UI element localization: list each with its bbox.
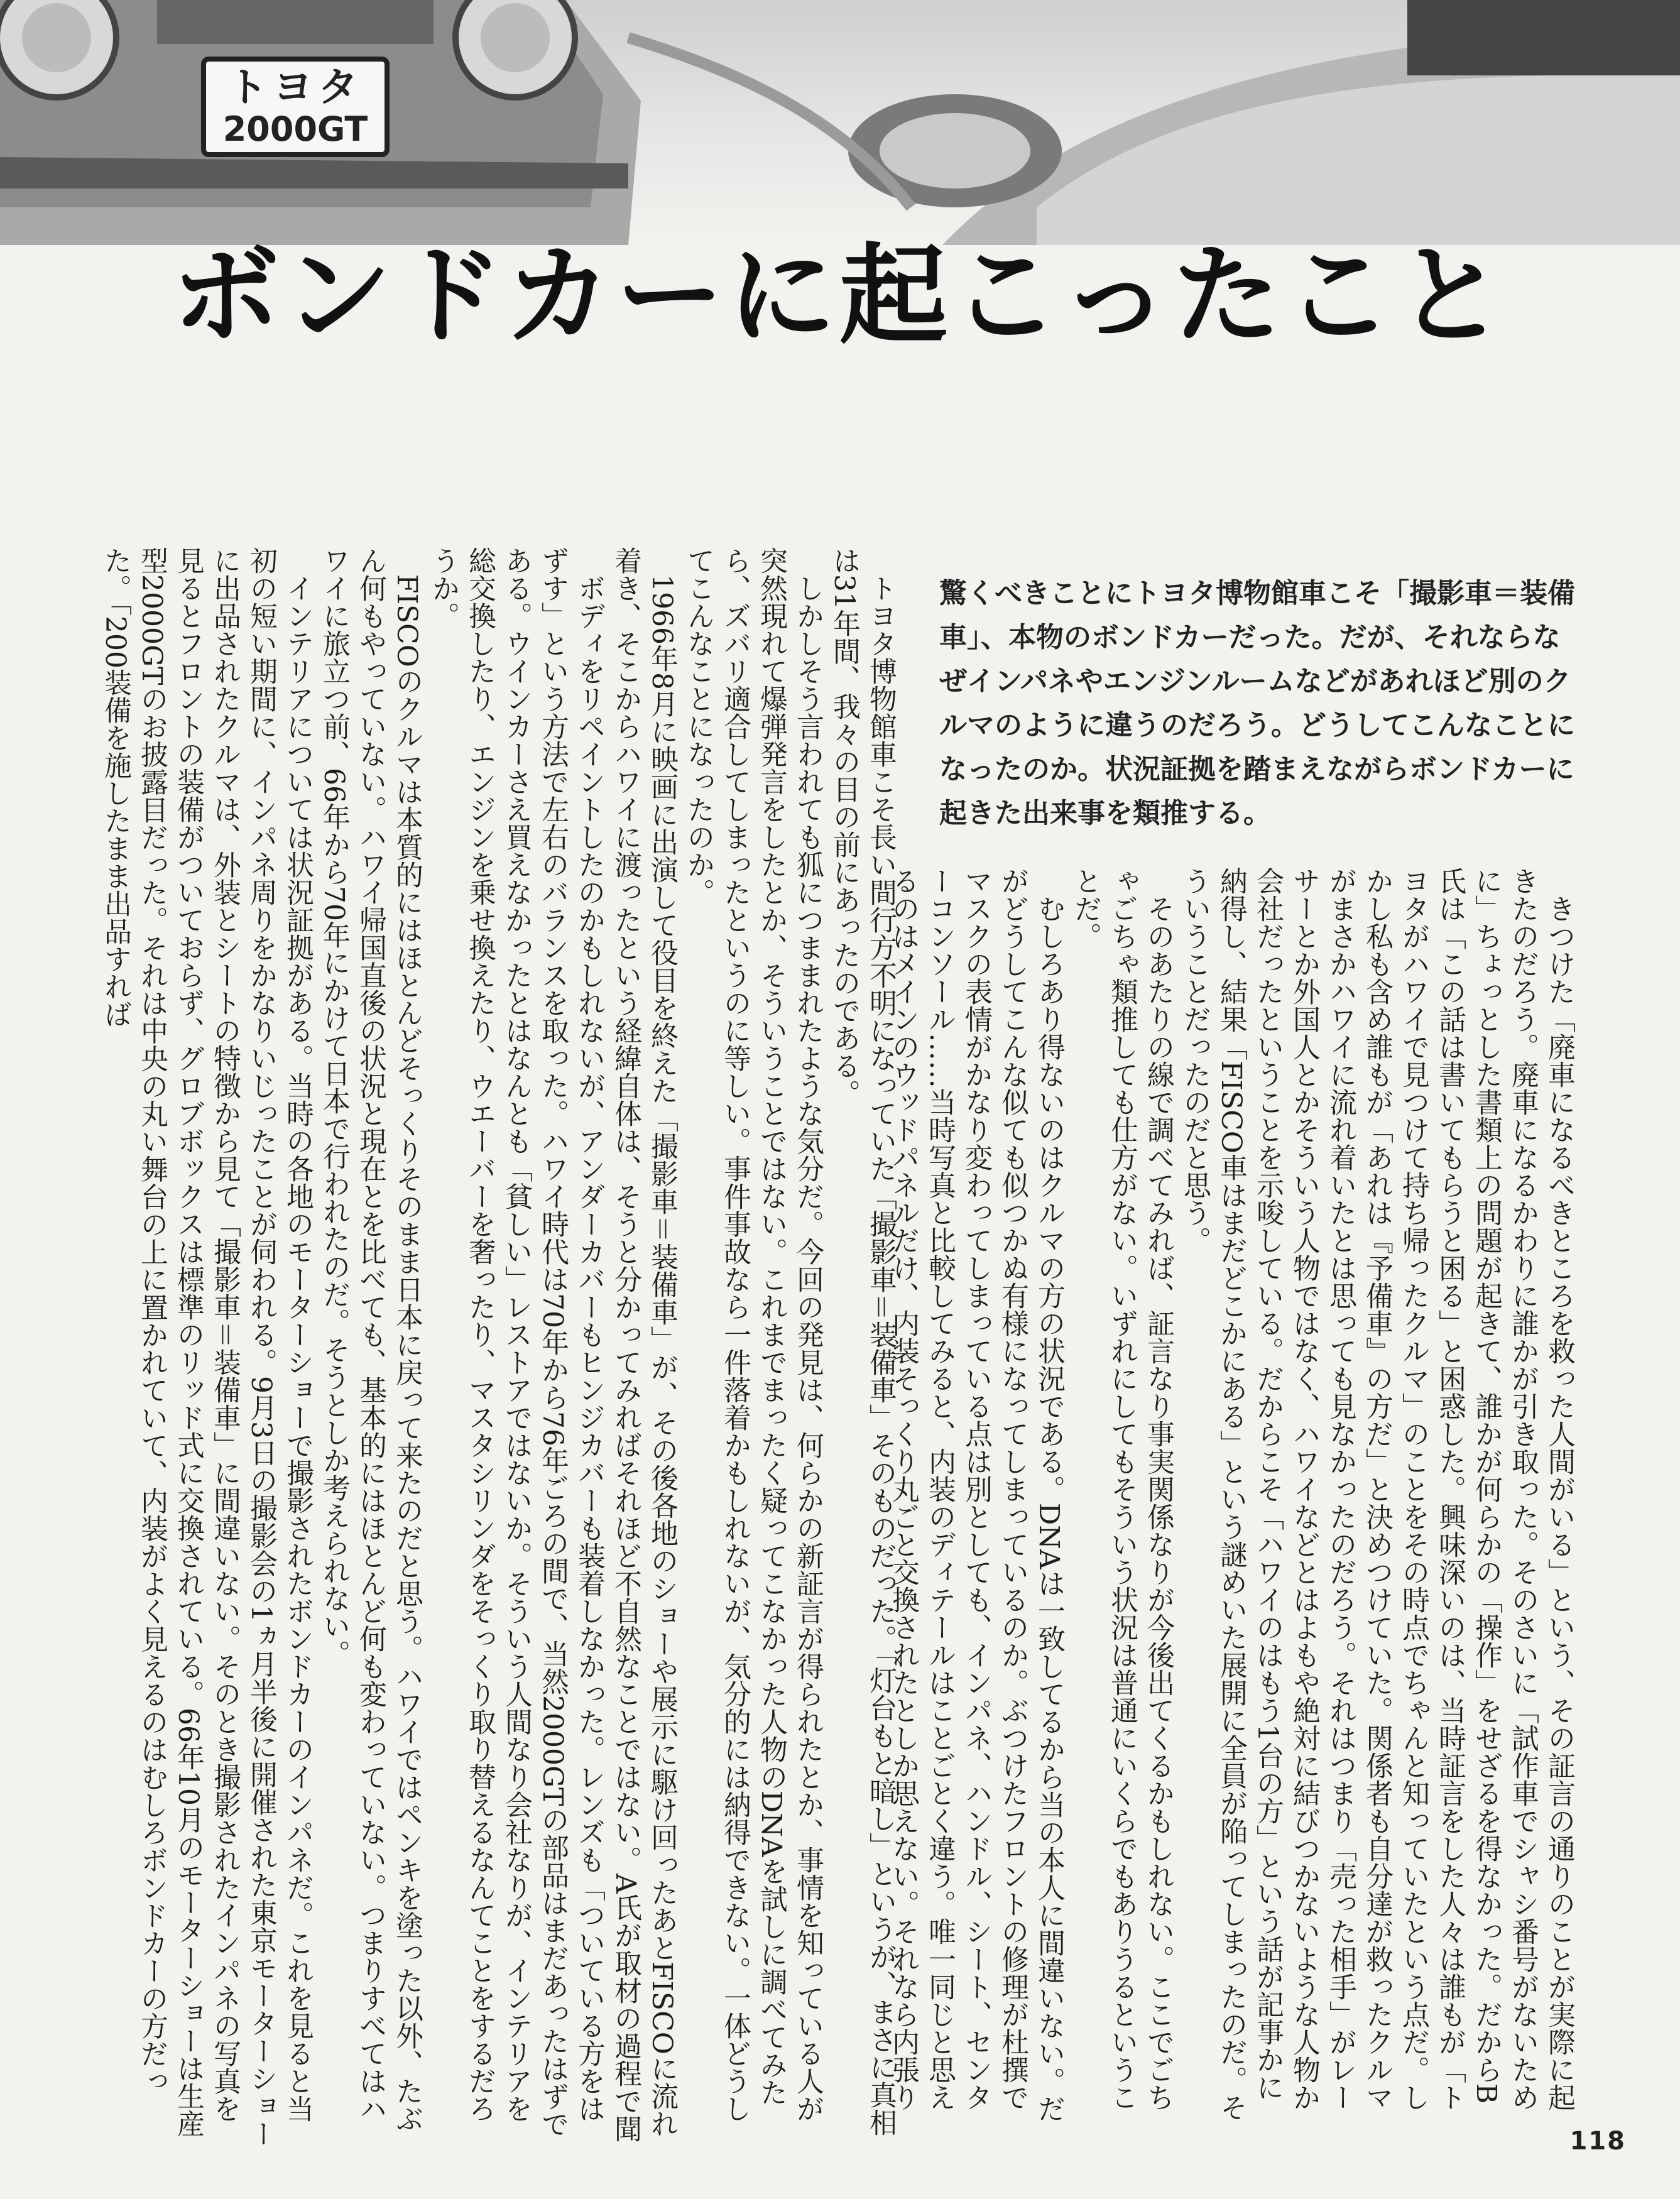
plate-model: 2000GT xyxy=(222,109,368,149)
body-paragraph: しかしそう言われても狐につままれたような気分だ。今回の発見は、何らかの新証言が得られたとか、事情を知っている人が突然現れて爆弾発言をしたとか、そういうことではない。これまでまったく疑ってこなかった人物のDNAを試しに調べてみたら、ズバリ適合してしまったというのに等しい。事件事故なら一件落着かもしれないが、気分的には納得できない。一体どうしてこんなことになったのか。 xyxy=(682,547,824,2122)
license-plate xyxy=(201,57,390,157)
body-paragraph: きつけた「廃車になるべきところを救った人間がいる」という、その証言の通りのことが実際に起きたのだろう。廃車になるかわりに誰かが引き取った。そのさいに「試作車でシャシ番号がないために」ちょっとした書類上の問題が起きて、誰かが何らかの「操作」をせざるを得なかった。だからB氏は「この話は書いてもらうと困る」と困惑した。興味深いのは、当時証言をした人々は誰もが「トヨタがハワイで見つけて持ち帰ったクルマ」のことをその時点でちゃんと知っていたという点だ。しかし私も含め誰もが「あれは『予備車』の方だ」と決めつけていた。関係者も自分達が救ったクルマがまさかハワイに流れ着いたとは思っても見なかったのだろう。それはつまり「売った相手」がレーサーとか外国人とかそういう人物ではなく、ハワイなどとはよもや絶対に結びつかないような人物か会社だったということを示唆している。だからこそ「ハワイのはもう1台の方」という話が記事かに納得し、結果「FISCO車はまだどこかにある」という謎めいた展開に全員が陥ってしまったのだ。そういうことだったのだと思う。 xyxy=(1179,867,1575,2121)
body-column-left xyxy=(94,547,898,2149)
body-paragraph: ボディをリペイントしたのかもしれないが、アンダーカバーもヒンジカバーも装着しなかった。レンズも「ついている方をはずす」という方法で左右のバランスを取った。ハワイ時代は70年から76年ごろの間で、当然2000GTの部品はまだあったはずである。ウインカーさえ買えなかったとはなんとも「貧しい」レストアではないか。そういう人間なり会社なりが、インテリアを総交換したり、エンジンを乗せ換えたり、ウエーバーを奢ったり、マスタシリンダをそっくり取り替えるなんてことをするだろうか。 xyxy=(427,547,605,2138)
body-paragraph: むしろあり得ないのはクルマの方の状況である。DNAは一致してるから当の本人に間違いない。だがどうしてこんな似ても似つかぬ有様になってしまっているのか。ぶつけたフロントの修理が杜撰でマスクの表情がかなり変わってしまっている点は別としても、インパネ、ハンドル、シート、センターコンソール……当時写真と比較してみると、内装のディテールはことごとく違う。唯一同じと思えるのはメインのウッドパネルだけ、内装そっくり丸ごと交換されたとしか思えない。それなら内張り xyxy=(887,867,1065,2122)
article-lead: 驚くべきことにトヨタ博物館車こそ「撮影車＝装備車」、本物のボンドカーだった。だが、それならなぜインパネやエンジンルームなどがあれほど別のクルマのように違うのだろう。どうしてこんなことになったのか。状況証拠を踏まえながらボンドカーに起きた出来事を類推する。 xyxy=(939,577,1575,829)
body-paragraph: トヨタ博物館車こそ長い間行方不明になっていた「撮影車＝装備車」そのものだった。「灯台もと暗し」というが、まさに真相は31年間、我々の目の前にあったのである。 xyxy=(828,547,897,2136)
body-paragraph: そのあたりの線で調べてみれば、証言なり事実関係なりが今後出てくるかもしれない。ここでごちゃごちゃ類推しても仕方がない。いずれにしてもそういう状況は普通にいくらでもありうるということだ。 xyxy=(1069,867,1174,2111)
body-column-upper-right xyxy=(886,867,1577,2124)
plate-brand: トヨタ xyxy=(227,65,363,111)
page-number: 118 xyxy=(1569,2127,1626,2156)
body-paragraph: FISCOのクルマは本質的にはほとんどそっくりそのまま日本に戻って来たのだと思う。ハワイではペンキを塗った以外、たぶん何もやっていない。ハワイ帰国直後の状況と現在とを比べても、基本的にはほとんど何も変わっていない。つまりすべてはハワイに旅立つ前、66年から70年にかけて日本で行われたのだ。そうとしか考えられない。 xyxy=(318,547,423,2132)
header-photo xyxy=(0,0,1680,245)
article-headline: ボンドカーに起こったこと xyxy=(172,231,1508,359)
body-paragraph: インテリアについては状況証拠がある。当時の各地のモーターショーで撮影されたボンドカーのインパネだ。これを見ると当初の短い期間に、インパネ周りをかなりいじったことが伺われる。9月3日の撮影会の1ヵ月半後に開催された東京モーターショーに出品されたクルマは、外装とシートの特徴から見て「撮影車＝装備車」に間違いない。そのとき撮影されたインパネの写真を見るとフロントの装備がついておらず、グロブボックスは標準のリッド式に交換されている。66年10月のモーターショーは生産型2000GTのお披露目だった。それは中央の丸い舞台の上に置かれていて、内装がよく見えるのはむしろボンドカーの方だった。「200装備を施したまま出品すれば xyxy=(99,547,314,2147)
body-paragraph: 1966年8月に映画に出演して役目を終えた「撮影車＝装備車」が、その後各地のショーや展示に駆け回ったあとFISCOに流れ着き、そこからハワイに渡ったという経緯自体は、そうと分かってみればそれほど不自然なことではない。A氏が取材の過程で聞 xyxy=(609,547,678,2142)
